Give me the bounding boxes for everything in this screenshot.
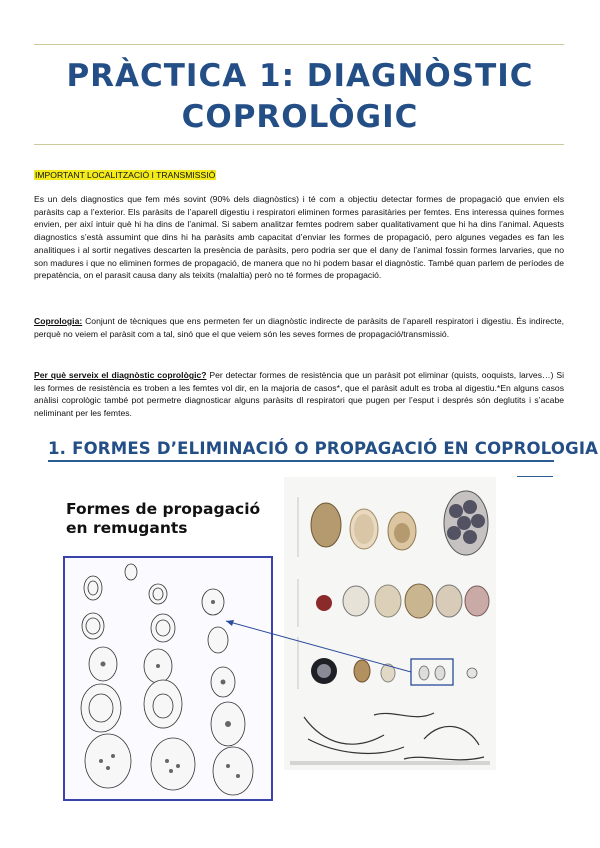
figure-left-eggs-illustration: [63, 556, 273, 801]
title-bottom-rule: [34, 144, 564, 145]
question-paragraph: [34, 369, 564, 420]
question-term: Per què serveix el diagnòstic coprològic?: [34, 370, 207, 380]
figure-left-title-line1: Formes de propagació: [66, 500, 261, 518]
top-rule: [34, 44, 564, 45]
coprologia-text: Conjunt de tècniques que ens permeten fer un diagnòstic indirecte de paràsits de l’aparell respiratori i digestiu. És indirecte, perquè no veiem el paràsit com a tal, sinó que el que veiem són les seves formes de propagació/transmissió.: [34, 316, 564, 339]
page-title: PRÀCTICA 1: DIAGNÒSTIC COPROLÒGIC: [66, 58, 534, 135]
intro-paragraph: Es un dels diagnostics que fem més sovint (90% dels diagnòstics) i té com a objectiu detectar formes de propagació que envien els paràsits cap a l’exterior. Els paràsits de l’aparell digestiu i respiratori eliminen formes parasitàries per femtes. Ens interessa quines formes envien, per així intuir què hi ha dins de l’animal. Si sabem analitzar femtes podrem saber qualitativament que hi ha dins l’animal. Aquests diagnostics s’està assumint que dins hi ha paràsits amb capacitat d’enviar les formes de propagació, pero algunes vegades es fan les analitiques i al sortir negatives descarten la presència de paràsits, pero podria ser que el dany de l’animal fossin formes larvaries, que no son madures i que no eliminen formes de propagació, de manera que no hi podem basar el diagnòstic. També quan parlem de períodes de prepatència, on el parasit causa dany als teixits (malaltia) però no té formes de propagació.: [34, 194, 564, 281]
section-heading: 1. FORMES D’ELIMINACIÓ O PROPAGACIÓ EN COPROLOGIA: [48, 439, 599, 458]
section-heading-underline: [48, 460, 554, 462]
section-heading-underline-tail: [517, 476, 553, 477]
figure-left-title-line2: en remugants: [66, 519, 188, 537]
coprologia-paragraph: [34, 315, 564, 340]
question-text: Per detectar formes de resistència que un paràsit pot eliminar (quists, ooquists, larves…) Si les formes de resistència es troben a les femtes vol dir, en la majoria de casos*, que el paràsit adult es troba al digestiu.*En alguns casos anàlisi coprològic també pot permetre diagnosticar alguns paràsits dl respiratori que pugen per l’esput i després són deglutits i s’acabe neliminant per les femtes.: [34, 370, 564, 419]
highlight-label: IMPORTANT LOCALITZACIÓ I TRANSMISSIÓ: [35, 170, 216, 180]
figure-left-title: [66, 500, 260, 538]
figure-right-eggs-photos: [284, 477, 496, 770]
coprologia-term: Coprologia:: [34, 316, 83, 326]
